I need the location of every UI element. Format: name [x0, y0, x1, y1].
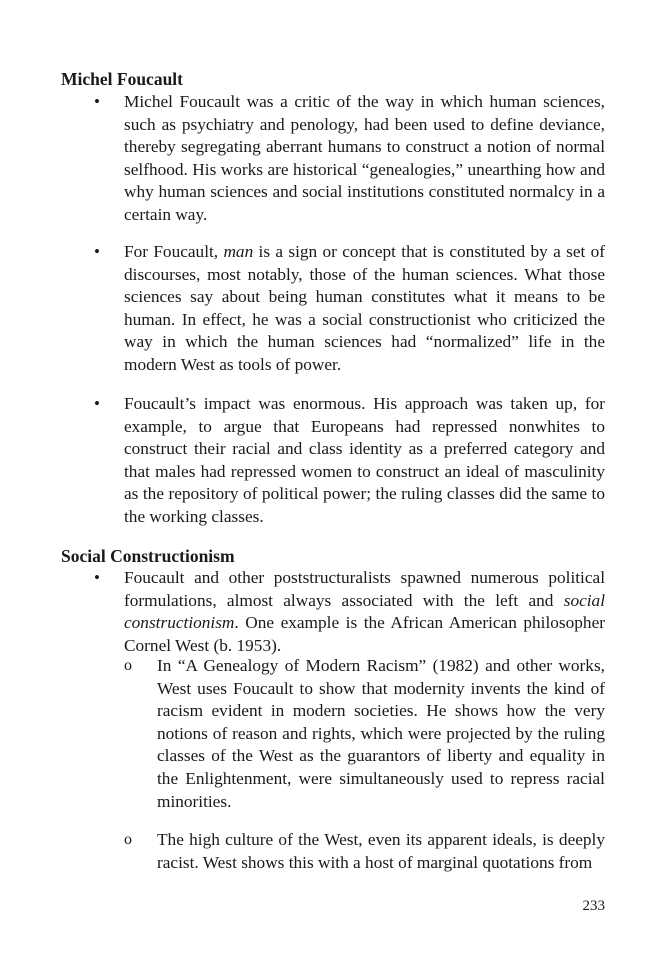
hollow-bullet-icon: o — [124, 831, 132, 848]
bullet-icon: • — [94, 242, 100, 261]
bullet-item — [61, 91, 605, 227]
sub-bullet-item — [124, 829, 605, 874]
sub-bullet-text: In “A Genealogy of Modern Racism” (1982) and other works, West uses Foucault to show that modernity invents the kind of racism evident in modern societies. He shows how the very notions of reason and rights, which were projected by the ruling classes of the West as the guarantors of liberty and equality in the Enlightenment, were simultaneously used to repress racial minorities. — [157, 656, 605, 811]
bullet-item — [61, 393, 605, 529]
page-number: 233 — [582, 898, 605, 914]
bullet-text: Michel Foucault was a critic of the way in which human sciences, such as psychiatry and penology, had been used to define deviance, thereby segregating aberrant humans to construct a notion of normal selfhood. His works are historical “genealogies,” unearthing how and why human sciences and social institutions constituted normalcy in a certain way. — [124, 92, 605, 224]
bullet-text: For Foucault, man is a sign or concept that is constituted by a set of discourses, most notably, those of the human sciences. What those sciences say about being human constitutes what it means to be human. In effect, he was a social constructionist who criticized the way in which the human sciences had “normalized” life in the modern West as tools of power. — [124, 242, 605, 374]
bullet-item — [61, 241, 605, 377]
emphasis-man: man — [223, 242, 254, 261]
bullet-text: Foucault’s impact was enormous. His approach was taken up, for example, to argue that Europeans had repressed nonwhites to construct their racial and class identity as a preferred category and that males had repressed women to construct an ideal of masculinity as the repository of political power; the ruling classes did the same to the working classes. — [124, 394, 605, 526]
bullet-text: Foucault and other poststructuralists spawned numerous political formulations, almost always associated with the left and social constructionism. One example is the African American philosopher Cornel West (b. 1953). — [124, 568, 605, 655]
sub-bullet-item — [124, 655, 605, 813]
bullet-icon: • — [94, 394, 100, 413]
bullet-icon: • — [94, 568, 100, 587]
section-heading-michel-foucault: Michel Foucault — [61, 69, 183, 89]
bullet-item — [61, 567, 605, 657]
emphasis-social-constructionism: social constructionism — [124, 590, 605, 633]
section-heading-social-constructionism: Social Constructionism — [61, 546, 235, 566]
bullet-icon: • — [94, 92, 100, 111]
sub-bullet-text: The high culture of the West, even its apparent ideals, is deeply racist. West shows this with a host of marginal quotations from — [157, 830, 605, 872]
hollow-bullet-icon: o — [124, 657, 132, 674]
